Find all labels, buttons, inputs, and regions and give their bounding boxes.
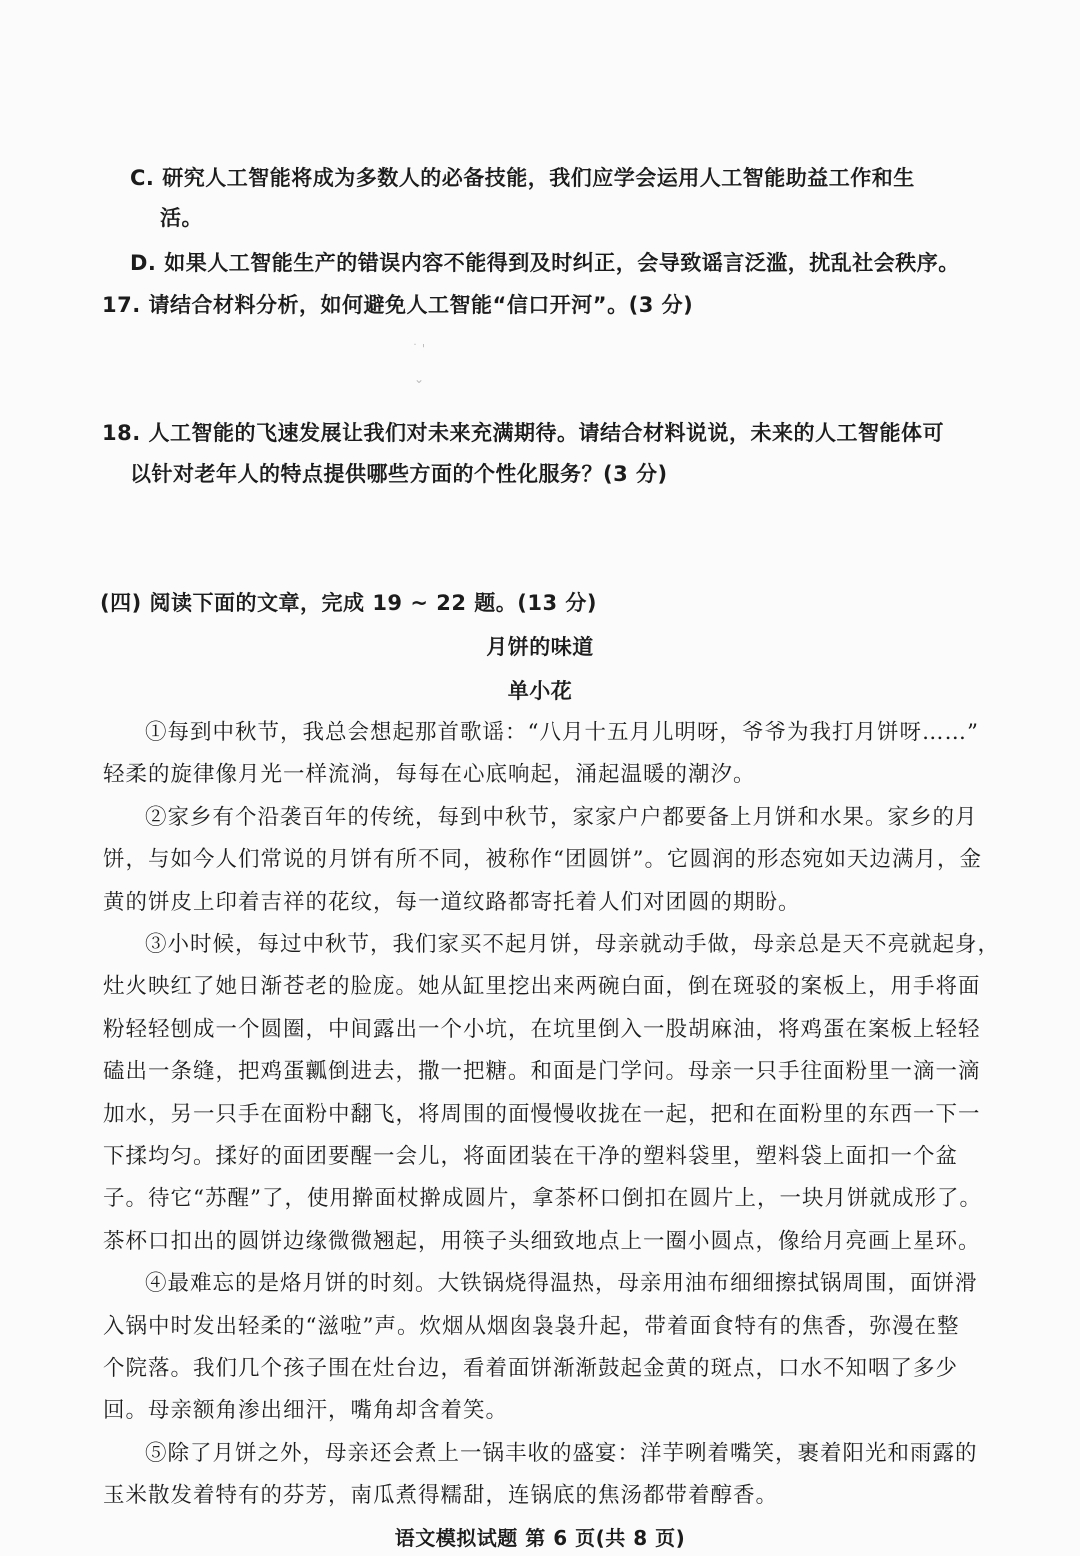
passage-line: ①每到中秋节，我总会想起那首歌谣：“八月十五月儿明呀，爷爷为我打月饼呀……” — [145, 720, 979, 745]
question-18-line1: 18. 人工智能的飞速发展让我们对未来充满期待。请结合材料说说，未来的人工智能体可 — [102, 421, 945, 445]
passage-line: 灶火映红了她日渐苍老的脸庞。她从缸里挖出来两碗白面，倒在斑驳的案板上，用手将面 — [103, 974, 981, 999]
scan-speck: ˙ ' — [412, 342, 426, 356]
passage-line: 饼，与如今人们常说的月饼有所不同，被称作“团圆饼”。它圆润的形态宛如天边满月，金 — [103, 847, 982, 872]
passage-line: ⑤除了月饼之外，母亲还会煮上一锅丰收的盛宴：洋芋咧着嘴笑，裹着阳光和雨露的 — [145, 1441, 978, 1466]
page-footer: 语文模拟试题 第 6 页(共 8 页) — [394, 1526, 686, 1550]
passage-line: ④最难忘的是烙月饼的时刻。大铁锅烧得温热，母亲用油布细细擦拭锅周围，面饼滑 — [145, 1271, 978, 1296]
option-d: D. 如果人工智能生产的错误内容不能得到及时纠正，会导致谣言泛滥，扰乱社会秩序。 — [130, 251, 960, 275]
passage-line: 轻柔的旋律像月光一样流淌，每每在心底响起，涌起温暖的潮汐。 — [103, 762, 756, 787]
scan-speck: ⌄ — [414, 372, 425, 386]
passage-line: 子。待它“苏醒”了，使用擀面杖擀成圆片，拿茶杯口倒扣在圆片上，一块月饼就成形了。 — [103, 1186, 982, 1211]
passage-line: 下揉均匀。揉好的面团要醒一会儿，将面团装在干净的塑料袋里，塑料袋上面扣一个盆 — [103, 1144, 959, 1169]
passage-line: ②家乡有个沿袭百年的传统，每到中秋节，家家户户都要备上月饼和水果。家乡的月 — [145, 805, 978, 830]
article-author: 单小花 — [507, 679, 573, 703]
section-heading: (四) 阅读下面的文章，完成 19 ~ 22 题。(13 分) — [100, 591, 598, 615]
passage-line: 加水，另一只手在面粉中翻飞，将周围的面慢慢收拢在一起，把和在面粉里的东西一下一 — [103, 1102, 981, 1127]
option-c-line1: C. 研究人工智能将成为多数人的必备技能，我们应学会运用人工智能助益工作和生 — [130, 166, 915, 190]
passage-line: 入锅中时发出轻柔的“滋啦”声。炊烟从烟囱袅袅升起，带着面食特有的焦香，弥漫在整 — [103, 1314, 960, 1339]
article-title: 月饼的味道 — [486, 635, 594, 659]
option-c-line2: 活。 — [160, 206, 203, 230]
passage-line: 个院落。我们几个孩子围在灶台边，看着面饼渐渐鼓起金黄的斑点，口水不知咽了多少 — [103, 1356, 959, 1381]
passage-line: 黄的饼皮上印着吉祥的花纹，每一道纹路都寄托着人们对团圆的期盼。 — [103, 890, 801, 915]
question-17: 17. 请结合材料分析，如何避免人工智能“信口开河”。(3 分) — [102, 293, 694, 317]
passage-line: 磕出一条缝，把鸡蛋瓤倒进去，撒一把糖。和面是门学问。母亲一只手往面粉里一滴一滴 — [103, 1059, 981, 1084]
question-18-line2: 以针对老年人的特点提供哪些方面的个性化服务？(3 分) — [130, 462, 668, 486]
passage-line: 玉米散发着特有的芬芳，南瓜煮得糯甜，连锅底的焦汤都带着醇香。 — [103, 1483, 779, 1508]
passage-line: 茶杯口扣出的圆饼边缘微微翘起，用筷子头细致地点上一圈小圆点，像给月亮画上星环。 — [103, 1229, 981, 1254]
passage-line: 回。母亲额角渗出细汗，嘴角却含着笑。 — [103, 1398, 509, 1423]
passage-line: ③小时候，每过中秋节，我们家买不起月饼，母亲就动手做，母亲总是天不亮就起身， — [145, 932, 1001, 957]
passage-line: 粉轻轻刨成一个圆圈，中间露出一个小坑，在坑里倒入一股胡麻油，将鸡蛋在案板上轻轻 — [103, 1017, 981, 1042]
